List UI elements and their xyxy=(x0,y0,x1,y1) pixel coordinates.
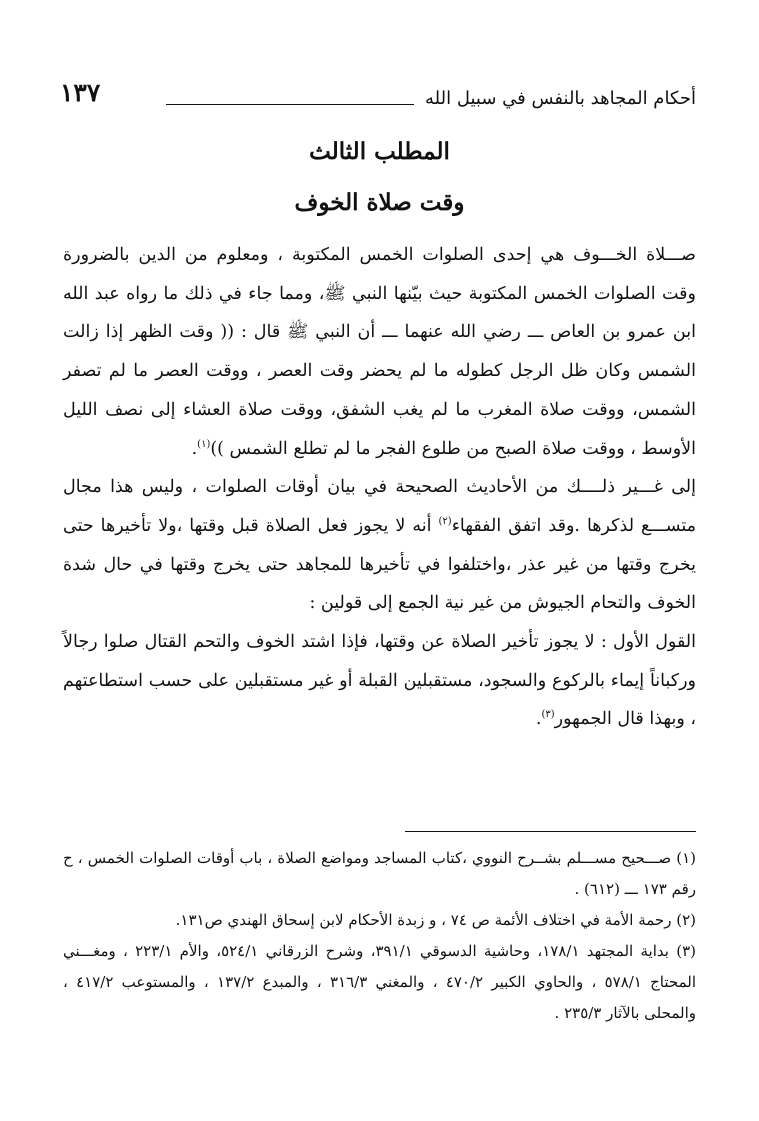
paragraph-2-text-a: إلى غـــير ذلــــك من الأحاديث الصحيحة في بيان أوقات الصلوات ، وليس هذا مجال متســـع لذكرها .وقد اتفق الفقهاء xyxy=(63,477,696,536)
paragraph-2-text-b: أنه لا يجوز فعل الصلاة قبل وقتها ،ولا تأخيرها حتى يخرج وقتها من غير عذر ،واختلفوا في تأخيرها للمجاهد حتى يخرج وقتها في حال شدة الخوف والتحام الجيوش من غير نية الجمع إلى قولين : xyxy=(63,515,696,614)
paragraph-2 xyxy=(63,468,696,623)
section-title: وقت صلاة الخوف xyxy=(294,189,465,216)
paragraph-1-text: صـــلاة الخـــوف هي إحدى الصلوات الخمس المكتوبة ، ومعلوم من الدين بالضرورة وقت الصلوات الخمس المكتوبة حيث بيّنها النبي ﷺ، ومما جاء في ذلك ما رواه عبد الله ابن عمرو بن العاص ـــ رضي الله عنهما ـــ أن النبي ﷺ قال : (( وقت الظهر إذا زالت الشمس وكان ظل الرجل كطوله ما لم يحضر وقت العصر ، ووقت العصر ما لم تصفر الشمس، ووقت صلاة المغرب ما لم يغب الشفق، ووقت صلاة العشاء إلى نصف الليل الأوسط ، ووقت صلاة الصبح من طلوع الفجر ما لم تطلع الشمس )) xyxy=(63,245,696,459)
book-title: أحكام المجاهد بالنفس في سبيل الله xyxy=(425,88,696,109)
footnote-3: (٣) بداية المجتهد ١٧٨/١، وحاشية الدسوقي ٣٩١/١، وشرح الزرقاني ٥٢٤/١، والأم ٢٢٣/١ ، ومغـــني المحتاج ٥٧٨/١ ، والحاوي الكبير ٤٧٠/٢ ، والمغني ٣١٦/٣ ، والمبدع ١٣٧/٢ ، والمستوعب ٤١٧/٢ ، والمحلى بالآثار ٢٣٥/٣ . xyxy=(63,942,696,1022)
section-label: المطلب الثالث xyxy=(309,138,450,165)
footnote-1: (١) صـــحيح مســـلم بشــرح النووي ،كتاب المساجد ومواضع الصلاة ، باب أوقات الصلوات الخمس ، ح رقم ١٧٣ ـــ (٦١٢) . xyxy=(63,849,696,898)
footnote-2: (٢) رحمة الأمة في اختلاف الأئمة ص ٧٤ ، و زبدة الأحكام لابن إسحاق الهندي ص١٣١. xyxy=(175,911,696,929)
paragraph-3-end: . xyxy=(535,709,542,730)
paragraph-1-end: . xyxy=(191,438,198,459)
footnote-ref-3[interactable]: (٣) xyxy=(541,709,555,721)
body-text xyxy=(63,236,696,739)
footnote-rule xyxy=(405,831,696,832)
footnote-ref-1[interactable]: (١) xyxy=(197,438,211,450)
paragraph-1 xyxy=(63,236,696,468)
footnote-ref-2[interactable]: (٢) xyxy=(438,516,452,528)
running-header xyxy=(60,78,696,118)
header-rule xyxy=(166,104,414,105)
page-number: ١٣٧ xyxy=(60,78,101,107)
paragraph-3 xyxy=(63,623,696,739)
paragraph-3-text: القول الأول : لا يجوز تأخير الصلاة عن وقتها، فإذا اشتد الخوف والتحم القتال صلوا رجالاً وركباناً إيماء بالركوع والسجود، مستقبلين القبلة أو غير مستقبلين على حسب استطاعتهم ، وبهذا قال الجمهور xyxy=(63,632,697,730)
footnotes xyxy=(63,843,696,1029)
